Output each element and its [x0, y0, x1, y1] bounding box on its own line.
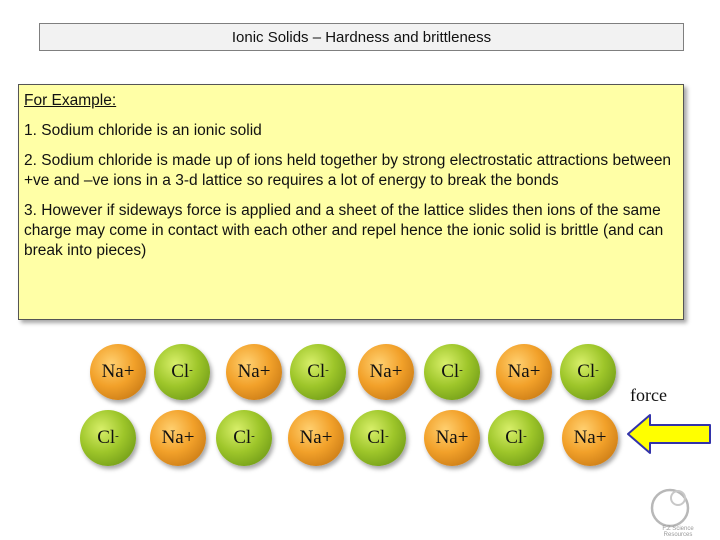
ion-charge: - — [385, 430, 389, 442]
ion-label: Na+ — [507, 361, 541, 382]
ion-label: Cl — [367, 427, 386, 448]
logo-icon — [648, 484, 712, 538]
ion-label: Na+ — [161, 427, 195, 448]
ion-na-bottom-4 — [562, 410, 618, 466]
example-text-box — [18, 84, 684, 320]
ion-label: Na+ — [237, 361, 271, 382]
ion-charge: - — [459, 364, 463, 376]
example-point-1: 1. Sodium chloride is an ionic solid — [24, 122, 262, 139]
ion-charge: - — [595, 364, 599, 376]
ion-na-bottom-2 — [288, 410, 344, 466]
ion-cl-bottom-4 — [488, 410, 544, 466]
example-point-2: 2. Sodium chloride is made up of ions held together by strong electrostatic attractions between +ve and –ve ions in a 3-d lattice so requires a lot of energy to break the bonds — [24, 152, 672, 189]
ion-cl-top-2 — [290, 344, 346, 400]
ion-label: Na+ — [369, 361, 403, 382]
ion-na-top-3 — [358, 344, 414, 400]
ion-na-top-1 — [90, 344, 146, 400]
title-text: Ionic Solids – Hardness and brittleness — [231, 28, 492, 46]
ion-charge: - — [251, 430, 255, 442]
ion-charge: - — [115, 430, 119, 442]
example-heading: For Example: — [24, 92, 117, 109]
ion-label: Na+ — [435, 427, 469, 448]
ion-cl-top-1 — [154, 344, 210, 400]
ion-charge: - — [325, 364, 329, 376]
svg-text:Resources: Resources — [663, 532, 693, 538]
svg-text:F.Z Science: F.Z Science — [662, 526, 694, 532]
ion-cl-bottom-3 — [350, 410, 406, 466]
ion-label: Na+ — [299, 427, 333, 448]
ion-label: Cl — [505, 427, 524, 448]
example-point-3: 3. However if sideways force is applied and a sheet of the lattice slides then ions of the same charge may come in contact with each other and repel hence the ionic solid is brittle (and can break into pieces) — [24, 202, 664, 259]
ion-cl-top-3 — [424, 344, 480, 400]
ion-label: Cl — [307, 361, 326, 382]
ion-cl-bottom-2 — [216, 410, 272, 466]
ion-label: Cl — [233, 427, 252, 448]
force-label: force — [630, 385, 667, 405]
ion-na-bottom-3 — [424, 410, 480, 466]
ion-label: Cl — [171, 361, 190, 382]
ion-label: Cl — [577, 361, 596, 382]
ion-na-top-4 — [496, 344, 552, 400]
ion-cl-bottom-1 — [80, 410, 136, 466]
ion-na-bottom-1 — [150, 410, 206, 466]
force-arrow-icon — [626, 412, 712, 456]
ion-na-top-2 — [226, 344, 282, 400]
page-title — [39, 23, 684, 51]
ion-label: Na+ — [573, 427, 607, 448]
ion-label: Cl — [97, 427, 116, 448]
ion-cl-top-4 — [560, 344, 616, 400]
ion-charge: - — [189, 364, 193, 376]
ion-label: Na+ — [101, 361, 135, 382]
ion-label: Cl — [441, 361, 460, 382]
ion-charge: - — [523, 430, 527, 442]
